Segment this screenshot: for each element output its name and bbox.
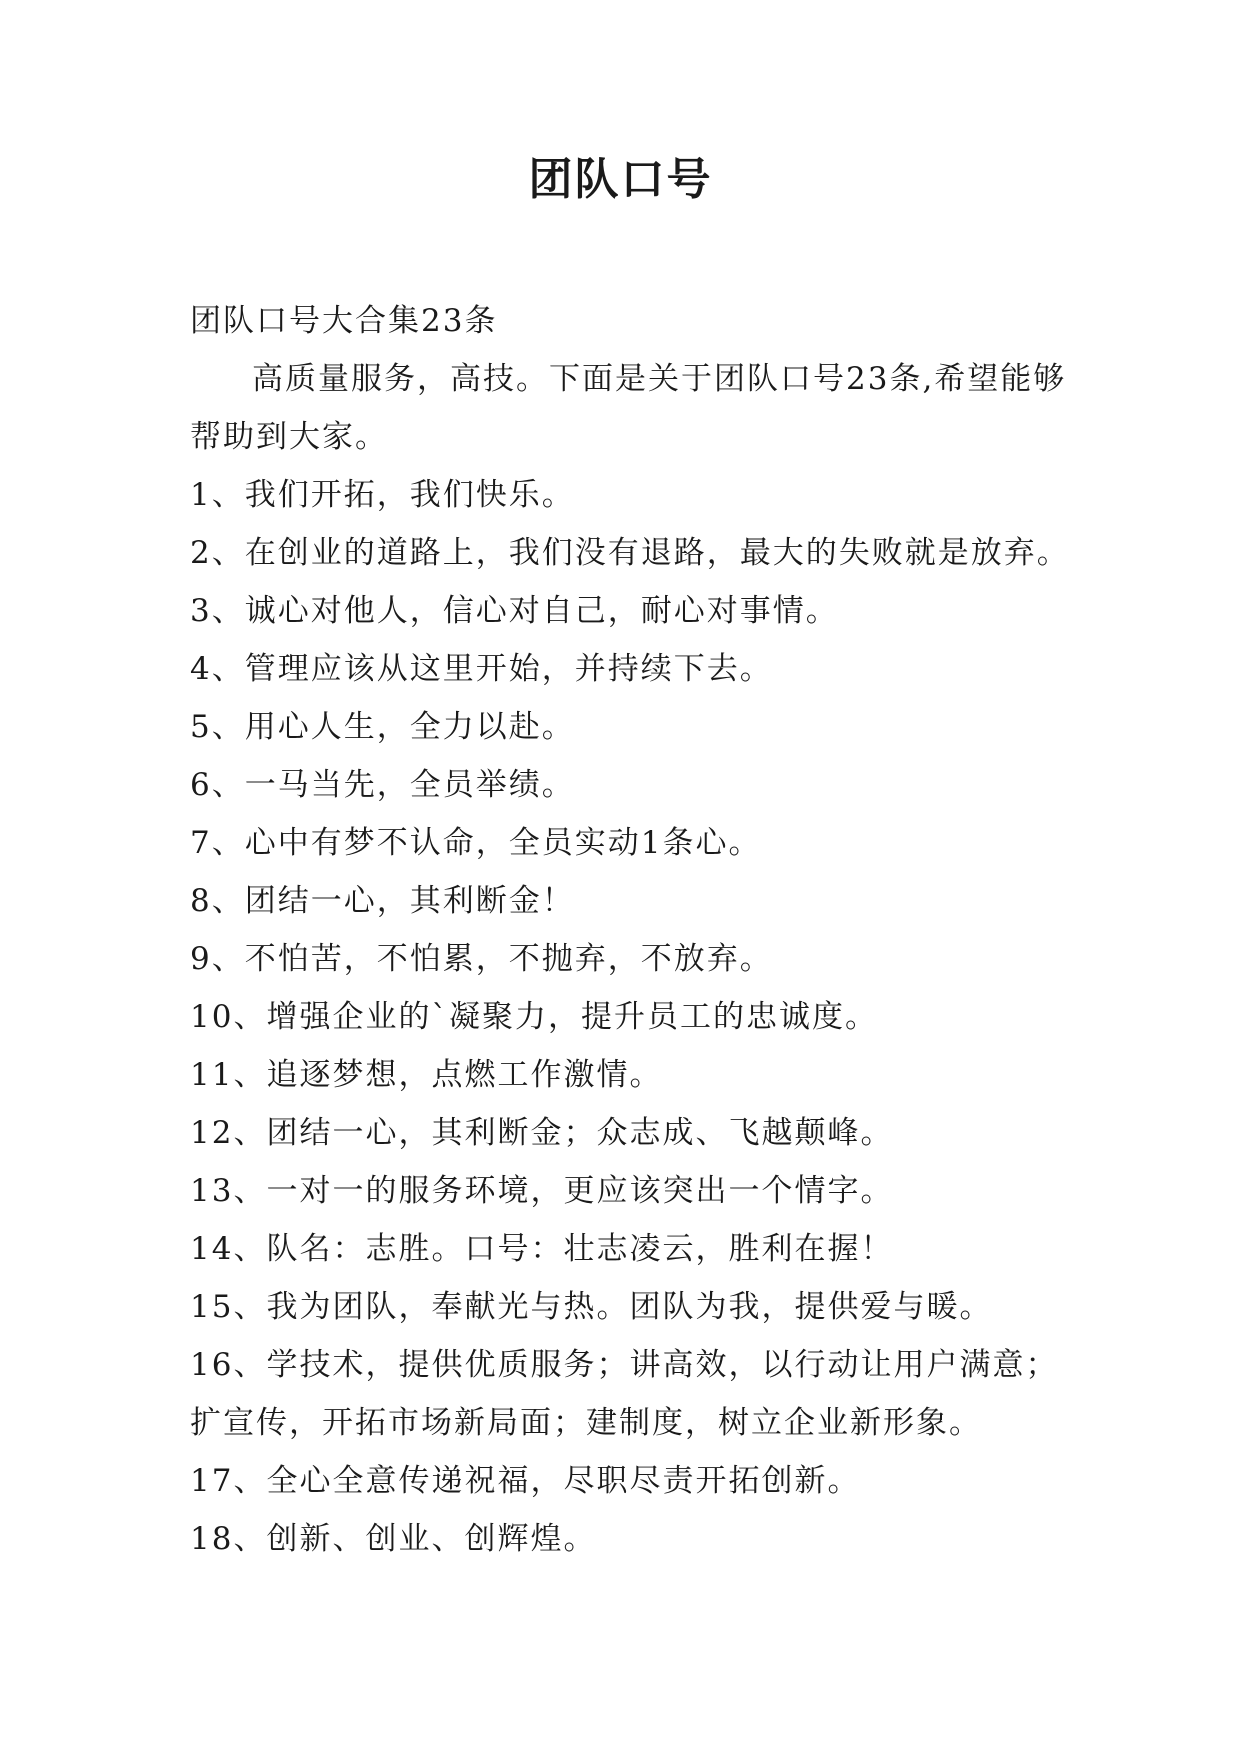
intro-paragraph: 高质量服务，高技。下面是关于团队口号23条,希望能够帮助到大家。 [190, 361, 1067, 455]
slogan-item: 13、一对一的服务环境，更应该突出一个情字。 [190, 1173, 894, 1209]
slogan-item: 1、我们开拓，我们快乐。 [190, 477, 575, 513]
slogan-item: 18、创新、创业、创辉煌。 [190, 1521, 597, 1557]
slogan-item: 3、诚心对他人，信心对自己，耐心对事情。 [190, 593, 839, 629]
slogan-item: 4、管理应该从这里开始，并持续下去。 [190, 651, 773, 687]
document-body [190, 292, 1070, 1568]
slogan-item: 17、全心全意传递祝福，尽职尽责开拓创新。 [190, 1463, 861, 1499]
slogan-item: 10、增强企业的`凝聚力，提升员工的忠诚度。 [190, 999, 878, 1035]
slogan-list [190, 466, 1070, 1568]
slogan-item: 9、不怕苦，不怕累，不抛弃，不放弃。 [190, 941, 773, 977]
slogan-item: 5、用心人生，全力以赴。 [190, 709, 575, 745]
slogan-item: 15、我为团队，奉献光与热。团队为我，提供爱与暖。 [190, 1289, 993, 1325]
document-title: 团队口号 [528, 154, 713, 205]
slogan-item: 11、追逐梦想，点燃工作激情。 [190, 1057, 663, 1093]
slogan-item: 14、队名：志胜。口号：壮志凌云，胜利在握！ [190, 1231, 894, 1267]
slogan-item: 16、学技术，提供优质服务；讲高效，以行动让用户满意；扩宣传，开拓市场新局面；建制度，树立企业新形象。 [190, 1347, 1059, 1441]
slogan-item: 8、团结一心，其利断金！ [190, 883, 575, 919]
slogan-item: 2、在创业的道路上，我们没有退路，最大的失败就是放弃。 [190, 535, 1070, 571]
slogan-item: 12、团结一心，其利断金；众志成、飞越颠峰。 [190, 1115, 894, 1151]
document-subtitle: 团队口号大合集23条 [190, 303, 498, 339]
slogan-item: 6、一马当先，全员举绩。 [190, 767, 575, 803]
slogan-item: 7、心中有梦不认命，全员实动1条心。 [190, 825, 762, 861]
